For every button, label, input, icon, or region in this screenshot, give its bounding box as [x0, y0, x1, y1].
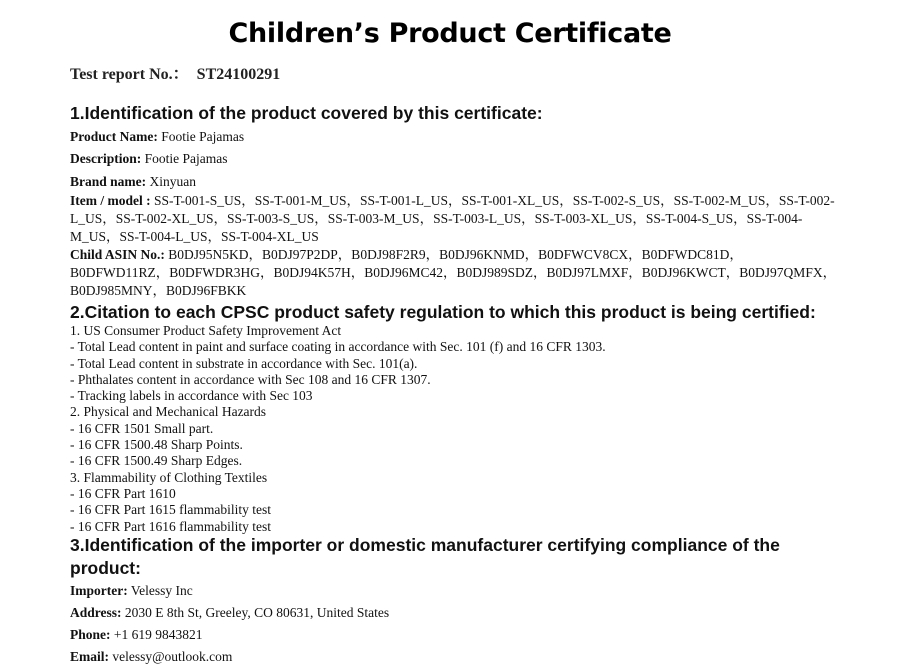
- regulation-line: - Phthalates content in accordance with Sec 108 and 16 CFR 1307.: [70, 371, 431, 387]
- test-report-value: ST24100291: [196, 66, 281, 83]
- product-name-label: Product Name:: [70, 129, 158, 144]
- phone-label: Phone:: [70, 627, 111, 642]
- product-name-field: [70, 128, 840, 145]
- regulation-line: 2. Physical and Mechanical Hazards: [70, 404, 267, 420]
- regulation-line: - 16 CFR Part 1616 flammability test: [70, 518, 271, 534]
- regulation-line: - Total Lead content in substrate in accordance with Sec. 101(a).: [70, 355, 418, 371]
- phone-field: [70, 626, 840, 643]
- regulation-line: 1. US Consumer Product Safety Improvement Act: [70, 323, 342, 338]
- address-field: [70, 604, 840, 621]
- phone-value: +1 619 9843821: [113, 627, 203, 642]
- importer-field: [70, 582, 840, 599]
- description-field: [70, 150, 840, 167]
- brand-label: Brand name:: [70, 174, 147, 189]
- importer-value: Velessy Inc: [130, 583, 193, 598]
- child-asin-field: [70, 246, 840, 300]
- item-model-value: SS-T-001-S_US，SS-T-001-M_US，SS-T-001-L_US，SS-T-001-XL_US，SS-T-002-S_US，SS-T-002-M_US，SS-T-002-L_US，SS-T-002-XL_US，SS-T-003-S_US，SS-T-003-M_US，SS-T-003-L_US，SS-T-003-XL_US，SS-T-004-S_US，SS-T-004-M_US，SS-T-004-L_US，SS-T-004-XL_US: [70, 193, 835, 244]
- description-value: Footie Pajamas: [144, 151, 228, 166]
- item-model-field: [70, 192, 840, 246]
- section-3-heading: 3.Identification of the importer or domestic manufacturer certifying compliance of the product:: [70, 535, 780, 578]
- address-value: 2030 E 8th St, Greeley, CO 80631, United States: [124, 605, 390, 620]
- description-label: Description:: [70, 151, 142, 166]
- regulation-line: - 16 CFR 1501 Small part.: [70, 420, 214, 436]
- regulation-line: - Tracking labels in accordance with Sec 103: [70, 388, 313, 404]
- product-name-value: Footie Pajamas: [161, 129, 245, 144]
- child-asin-value: B0DJ95N5KD，B0DJ97P2DP，B0DJ98F2R9，B0DJ96KNMD，B0DFWCV8CX，B0DFWDC81D，B0DFWD11RZ，B0DFWDR3HG，B0DJ94K57H，B0DJ96MC42，B0DJ989SDZ，B0DJ97LMXF，B0DJ96KWCT，B0DJ97QMFX，B0DJ985MNY，B0DJ96FBKK: [70, 247, 837, 298]
- item-model-label: Item / model :: [70, 193, 151, 208]
- regulation-line: - Total Lead content in paint and surface coating in accordance with Sec. 101 (f) and 16 CFR 1303.: [70, 339, 606, 355]
- address-label: Address:: [70, 605, 122, 620]
- regulation-list: [70, 323, 850, 535]
- email-field: [70, 648, 840, 665]
- email-value: velessy@outlook.com: [112, 649, 233, 664]
- section-1-heading: 1.Identification of the product covered by this certificate:: [70, 103, 543, 123]
- section-2-heading: 2.Citation to each CPSC product safety regulation to which this product is being certified:: [70, 302, 816, 322]
- regulation-line: 3. Flammability of Clothing Textiles: [70, 469, 268, 485]
- test-report-number: [70, 61, 280, 84]
- email-label: Email:: [70, 649, 109, 664]
- brand-field: [70, 173, 840, 190]
- importer-label: Importer:: [70, 583, 128, 598]
- brand-value: Xinyuan: [149, 174, 197, 189]
- regulation-line: - 16 CFR 1500.49 Sharp Edges.: [70, 453, 243, 469]
- document-title: Children’s Product Certificate: [228, 18, 672, 49]
- test-report-label: Test report No.：: [70, 66, 189, 83]
- regulation-line: - 16 CFR Part 1610: [70, 485, 176, 501]
- regulation-line: - 16 CFR Part 1615 flammability test: [70, 502, 271, 518]
- regulation-line: - 16 CFR 1500.48 Sharp Points.: [70, 437, 243, 453]
- child-asin-label: Child ASIN No.:: [70, 247, 165, 262]
